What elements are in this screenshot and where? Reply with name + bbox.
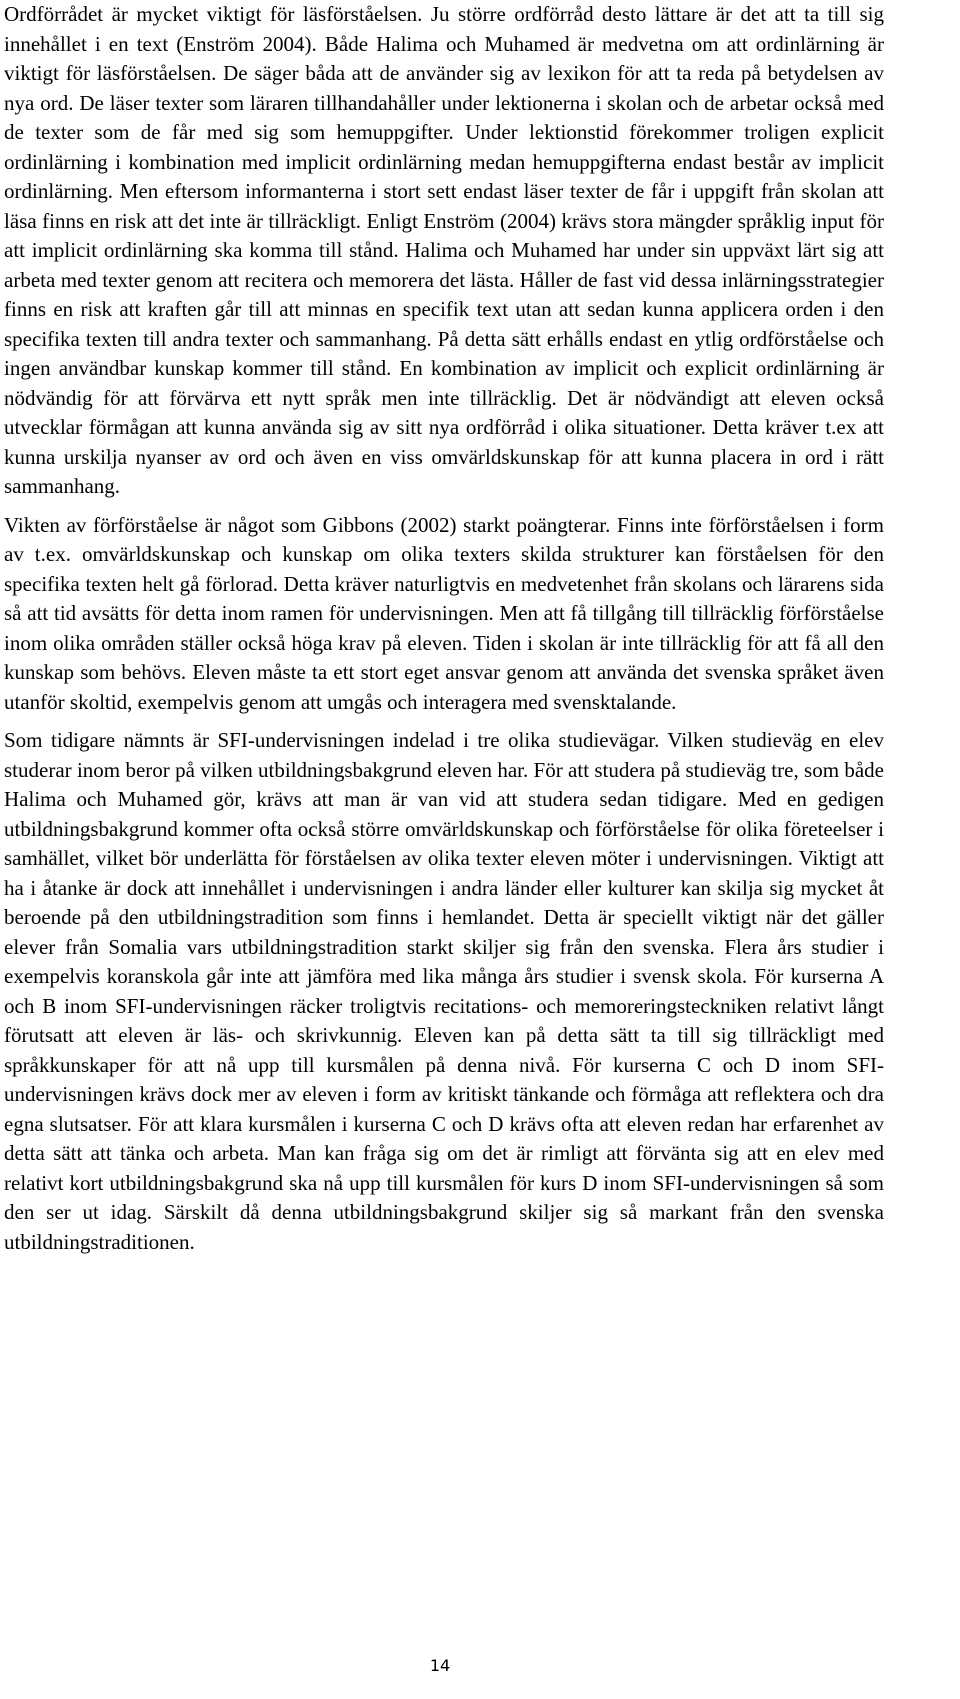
page-number: 14: [429, 1656, 451, 1675]
document-page: [4, 0, 884, 1257]
paragraph-vocabulary: Ordförrådet är mycket viktigt för läsförståelsen. Ju större ordförråd desto lättare är det att ta till sig innehållet i en text (Enström 2004). Både Halima och Muhamed är medvetna om att ordinlärning är viktigt för läsförståelsen. De säger båda att de använder sig av lexikon för att ta reda på betydelsen av nya ord. De läser texter som läraren tillhandahåller under lektionerna i skolan och de arbetar också med de texter som de får med sig som hemuppgifter. Under lektionstid förekommer troligen explicit ordinlärning i kombination med implicit ordinlärning medan hemuppgifterna endast består av implicit ordinlärning. Men eftersom informanterna i stort sett endast läser texter de får i uppgift från skolan att läsa finns en risk att det inte är tillräckligt. Enligt Enström (2004) krävs stora mängder språklig input för att implicit ordinlärning ska komma till stånd. Halima och Muhamed har under sin uppväxt lärt sig att arbeta med texter genom att recitera och memorera det lästa. Håller de fast vid dessa inlärningsstrategier finns en risk att kraften går till att minnas en specifik text utan att sedan kunna applicera orden i den specifika texten till andra texter och sammanhang. På detta sätt erhålls endast en ytlig ordförståelse och ingen användbar kunskap kommer till stånd. En kombination av implicit och explicit ordinlärning är nödvändig för att förvärva ett nytt språk men inte tillräcklig. Det är nödvändigt att eleven också utvecklar förmågan att kunna använda sig av sitt nya ordförråd i olika situationer. Detta kräver t.ex att kunna urskilja nyanser av ord och även en viss omvärldskunskap för att kunna placera in ord i rätt sammanhang.: [4, 2, 884, 498]
paragraph-prior-understanding: Vikten av förförståelse är något som Gibbons (2002) starkt poängterar. Finns inte förförståelsen i form av t.ex. omvärldskunskap och kunskap om olika texters skilda strukturer kan förståelsen för den specifika texten helt gå förlorad. Detta kräver naturligtvis en medvetenhet från skolans och lärarens sida så att tid avsätts för detta inom ramen för undervisningen. Men att få tillgång till tillräcklig förförståelse inom olika områden ställer också höga krav på eleven. Tiden i skolan är inte tillräcklig för att få all den kunskap som behövs. Eleven måste ta ett stort eget ansvar genom att använda det svenska språket även utanför skoltid, exempelvis genom att umgås och interagera med svensktalande.: [4, 512, 884, 714]
paragraph-sfi-study-paths: Som tidigare nämnts är SFI-undervisningen indelad i tre olika studievägar. Vilken studieväg en elev studerar inom beror på vilken utbildningsbakgrund eleven har. För att studera på studieväg tre, som både Halima och Muhamed gör, krävs att man är van vid att studera sedan tidigare. Med en gedigen utbildningsbakgrund kommer ofta också större omvärldskunskap och förförståelse för olika företeelser i samhället, vilket bör underlätta för förståelsen av olika texter eleven möter i undervisningen. Viktigt att ha i åtanke är dock att innehållet i undervisningen i andra länder eller kulturer kan skilja sig mycket åt beroende på den utbildningstradition som finns i hemlandet. Detta är speciellt viktigt när det gäller elever från Somalia vars utbildningstradition starkt skiljer sig från den svenska. Flera års studier i exempelvis koranskola går inte att jämföra med lika många års studier i svensk skola. För kurserna A och B inom SFI-undervisningen räcker troligtvis recitations- och memoreringsteckniken relativt långt förutsatt att eleven är läs- och skrivkunnig. Eleven kan på detta sätt ta till sig tillräckligt med språkkunskaper för att nå upp till kursmålen på denna nivå. För kurserna C och D inom SFI-undervisningen krävs dock mer av eleven i form av kritiskt tänkande och förmåga att reflektera och dra egna slutsatser. För att klara kursmålen i kurserna C och D krävs ofta att eleven redan har erfarenhet av detta sätt att tänka och arbeta. Man kan fråga sig om det är rimligt att förvänta sig att en elev med relativt kort utbildningsbakgrund ska nå upp till kursmålen för kurs D inom SFI-undervisningen så som den ser ut idag. Särskilt då denna utbildningsbakgrund skiljer sig så markant från den svenska utbildningstraditionen.: [4, 728, 884, 1254]
